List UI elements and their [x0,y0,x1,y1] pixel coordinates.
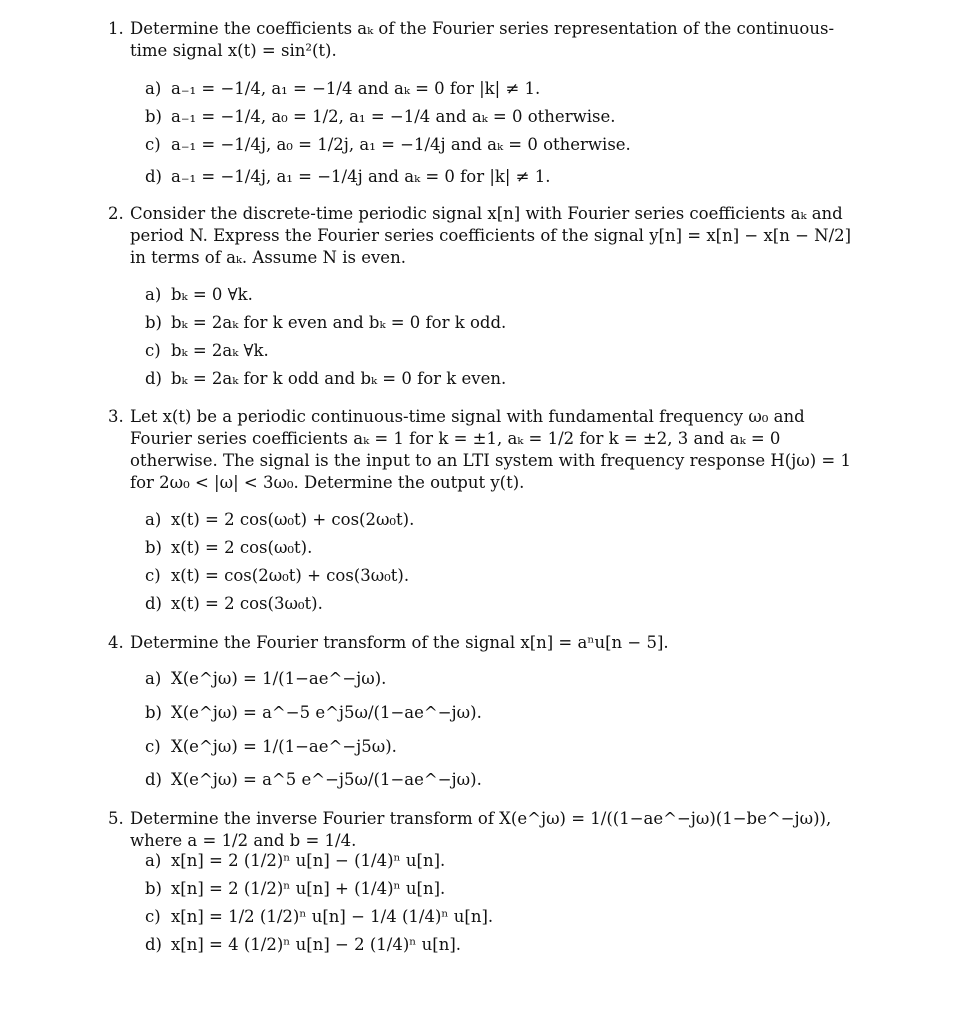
option-label: a) [145,669,162,688]
option-label: c) [145,566,161,585]
question-2-option-b [145,312,865,334]
question-number: 4. [108,633,124,652]
question-3 [108,406,868,494]
question-text: Determine the Fourier transform of the signal x[n] = aⁿu[n − 5]. [130,633,669,652]
option-label: b) [145,107,162,126]
option-label: b) [145,703,162,722]
option-text: bₖ = 2aₖ for k odd and bₖ = 0 for k even. [171,369,507,388]
option-label: c) [145,135,161,154]
option-text: bₖ = 2aₖ for k even and bₖ = 0 for k odd. [171,313,507,332]
option-text: a₋₁ = −1/4, a₀ = 1/2, a₁ = −1/4 and aₖ = 0 otherwise. [171,107,616,126]
option-text: X(e^jω) = 1/(1−ae^−j5ω). [171,737,397,756]
option-label: b) [145,538,162,557]
question-5 [108,808,868,852]
option-text: x(t) = 2 cos(ω₀t). [171,538,313,557]
option-text: bₖ = 0 ∀k. [171,285,253,304]
question-2-option-c [145,340,865,362]
option-label: d) [145,369,162,388]
option-label: d) [145,770,162,789]
option-label: a) [145,510,162,529]
option-label: d) [145,935,162,954]
option-label: b) [145,313,162,332]
option-label: c) [145,341,161,360]
option-text: x[n] = 2 (1/2)ⁿ u[n] + (1/4)ⁿ u[n]. [171,879,446,898]
question-1-option-a [145,78,865,100]
question-2-option-a [145,284,865,306]
option-label: c) [145,907,161,926]
option-text: x(t) = 2 cos(ω₀t) + cos(2ω₀t). [171,510,415,529]
question-1-option-d [145,166,865,188]
question-3-option-d [145,593,865,615]
option-label: c) [145,737,161,756]
option-text: x[n] = 4 (1/2)ⁿ u[n] − 2 (1/4)ⁿ u[n]. [171,935,462,954]
option-label: d) [145,594,162,613]
option-text: a₋₁ = −1/4, a₁ = −1/4 and aₖ = 0 for |k| ≠ 1. [171,79,541,98]
question-5-option-d [145,934,865,956]
option-text: a₋₁ = −1/4j, a₀ = 1/2j, a₁ = −1/4j and aₖ = 0 otherwise. [171,135,631,154]
question-number: 3. [108,407,124,426]
question-4 [108,632,868,654]
question-5-stem [108,808,868,852]
question-1 [108,18,868,62]
option-text: a₋₁ = −1/4j, a₁ = −1/4j and aₖ = 0 for |k| ≠ 1. [171,167,551,186]
option-text: X(e^jω) = 1/(1−ae^−jω). [171,669,387,688]
question-number: 2. [108,204,124,223]
option-label: a) [145,851,162,870]
option-label: b) [145,879,162,898]
question-3-stem [108,406,868,494]
question-number: 1. [108,19,124,38]
question-4-option-c [145,736,865,758]
question-3-option-c [145,565,865,587]
question-3-option-b [145,537,865,559]
option-text: X(e^jω) = a^5 e^−j5ω/(1−ae^−jω). [171,770,482,789]
question-5-option-b [145,878,865,900]
option-text: x(t) = 2 cos(3ω₀t). [171,594,323,613]
question-4-option-a [145,668,865,690]
option-text: x[n] = 2 (1/2)ⁿ u[n] − (1/4)ⁿ u[n]. [171,851,446,870]
option-text: x(t) = cos(2ω₀t) + cos(3ω₀t). [171,566,410,585]
question-text: Determine the coefficients aₖ of the Fourier series representation of the continuous-time signal x(t) = sin²(t). [130,19,835,60]
question-1-option-c [145,134,865,156]
option-text: x[n] = 1/2 (1/2)ⁿ u[n] − 1/4 (1/4)ⁿ u[n]. [171,907,494,926]
question-5-option-c [145,906,865,928]
option-label: a) [145,79,162,98]
option-label: d) [145,167,162,186]
option-text: bₖ = 2aₖ ∀k. [171,341,269,360]
question-text: Determine the inverse Fourier transform of X(e^jω) = 1/((1−ae^−jω)(1−be^−jω)), where a = 1/2 and b = 1/4. [130,809,832,850]
question-1-stem [108,18,868,62]
option-label: a) [145,285,162,304]
question-4-option-d [145,769,865,791]
question-2-option-d [145,368,865,390]
question-5-option-a [145,850,865,872]
question-1-option-b [145,106,865,128]
question-2 [108,203,868,269]
question-number: 5. [108,809,124,828]
question-text: Let x(t) be a periodic continuous-time signal with fundamental frequency ω₀ and Fourier series coefficients aₖ = 1 for k = ±1, aₖ = 1/2 for k = ±2, 3 and aₖ = 0 otherwise. The signal is the input to an LTI system with frequency response H(jω) = 1 for 2ω₀ < |ω| < 3ω₀. Determine the output y(t). [130,407,851,492]
question-text: Consider the discrete-time periodic signal x[n] with Fourier series coefficients aₖ and period N. Express the Fourier series coefficients of the signal y[n] = x[n] − x[n − N/2] in terms of aₖ. Assume N is even. [130,204,852,267]
question-2-stem [108,203,868,269]
option-text: X(e^jω) = a^−5 e^j5ω/(1−ae^−jω). [171,703,482,722]
question-4-stem [108,632,868,654]
question-3-option-a [145,509,865,531]
question-4-option-b [145,702,865,724]
